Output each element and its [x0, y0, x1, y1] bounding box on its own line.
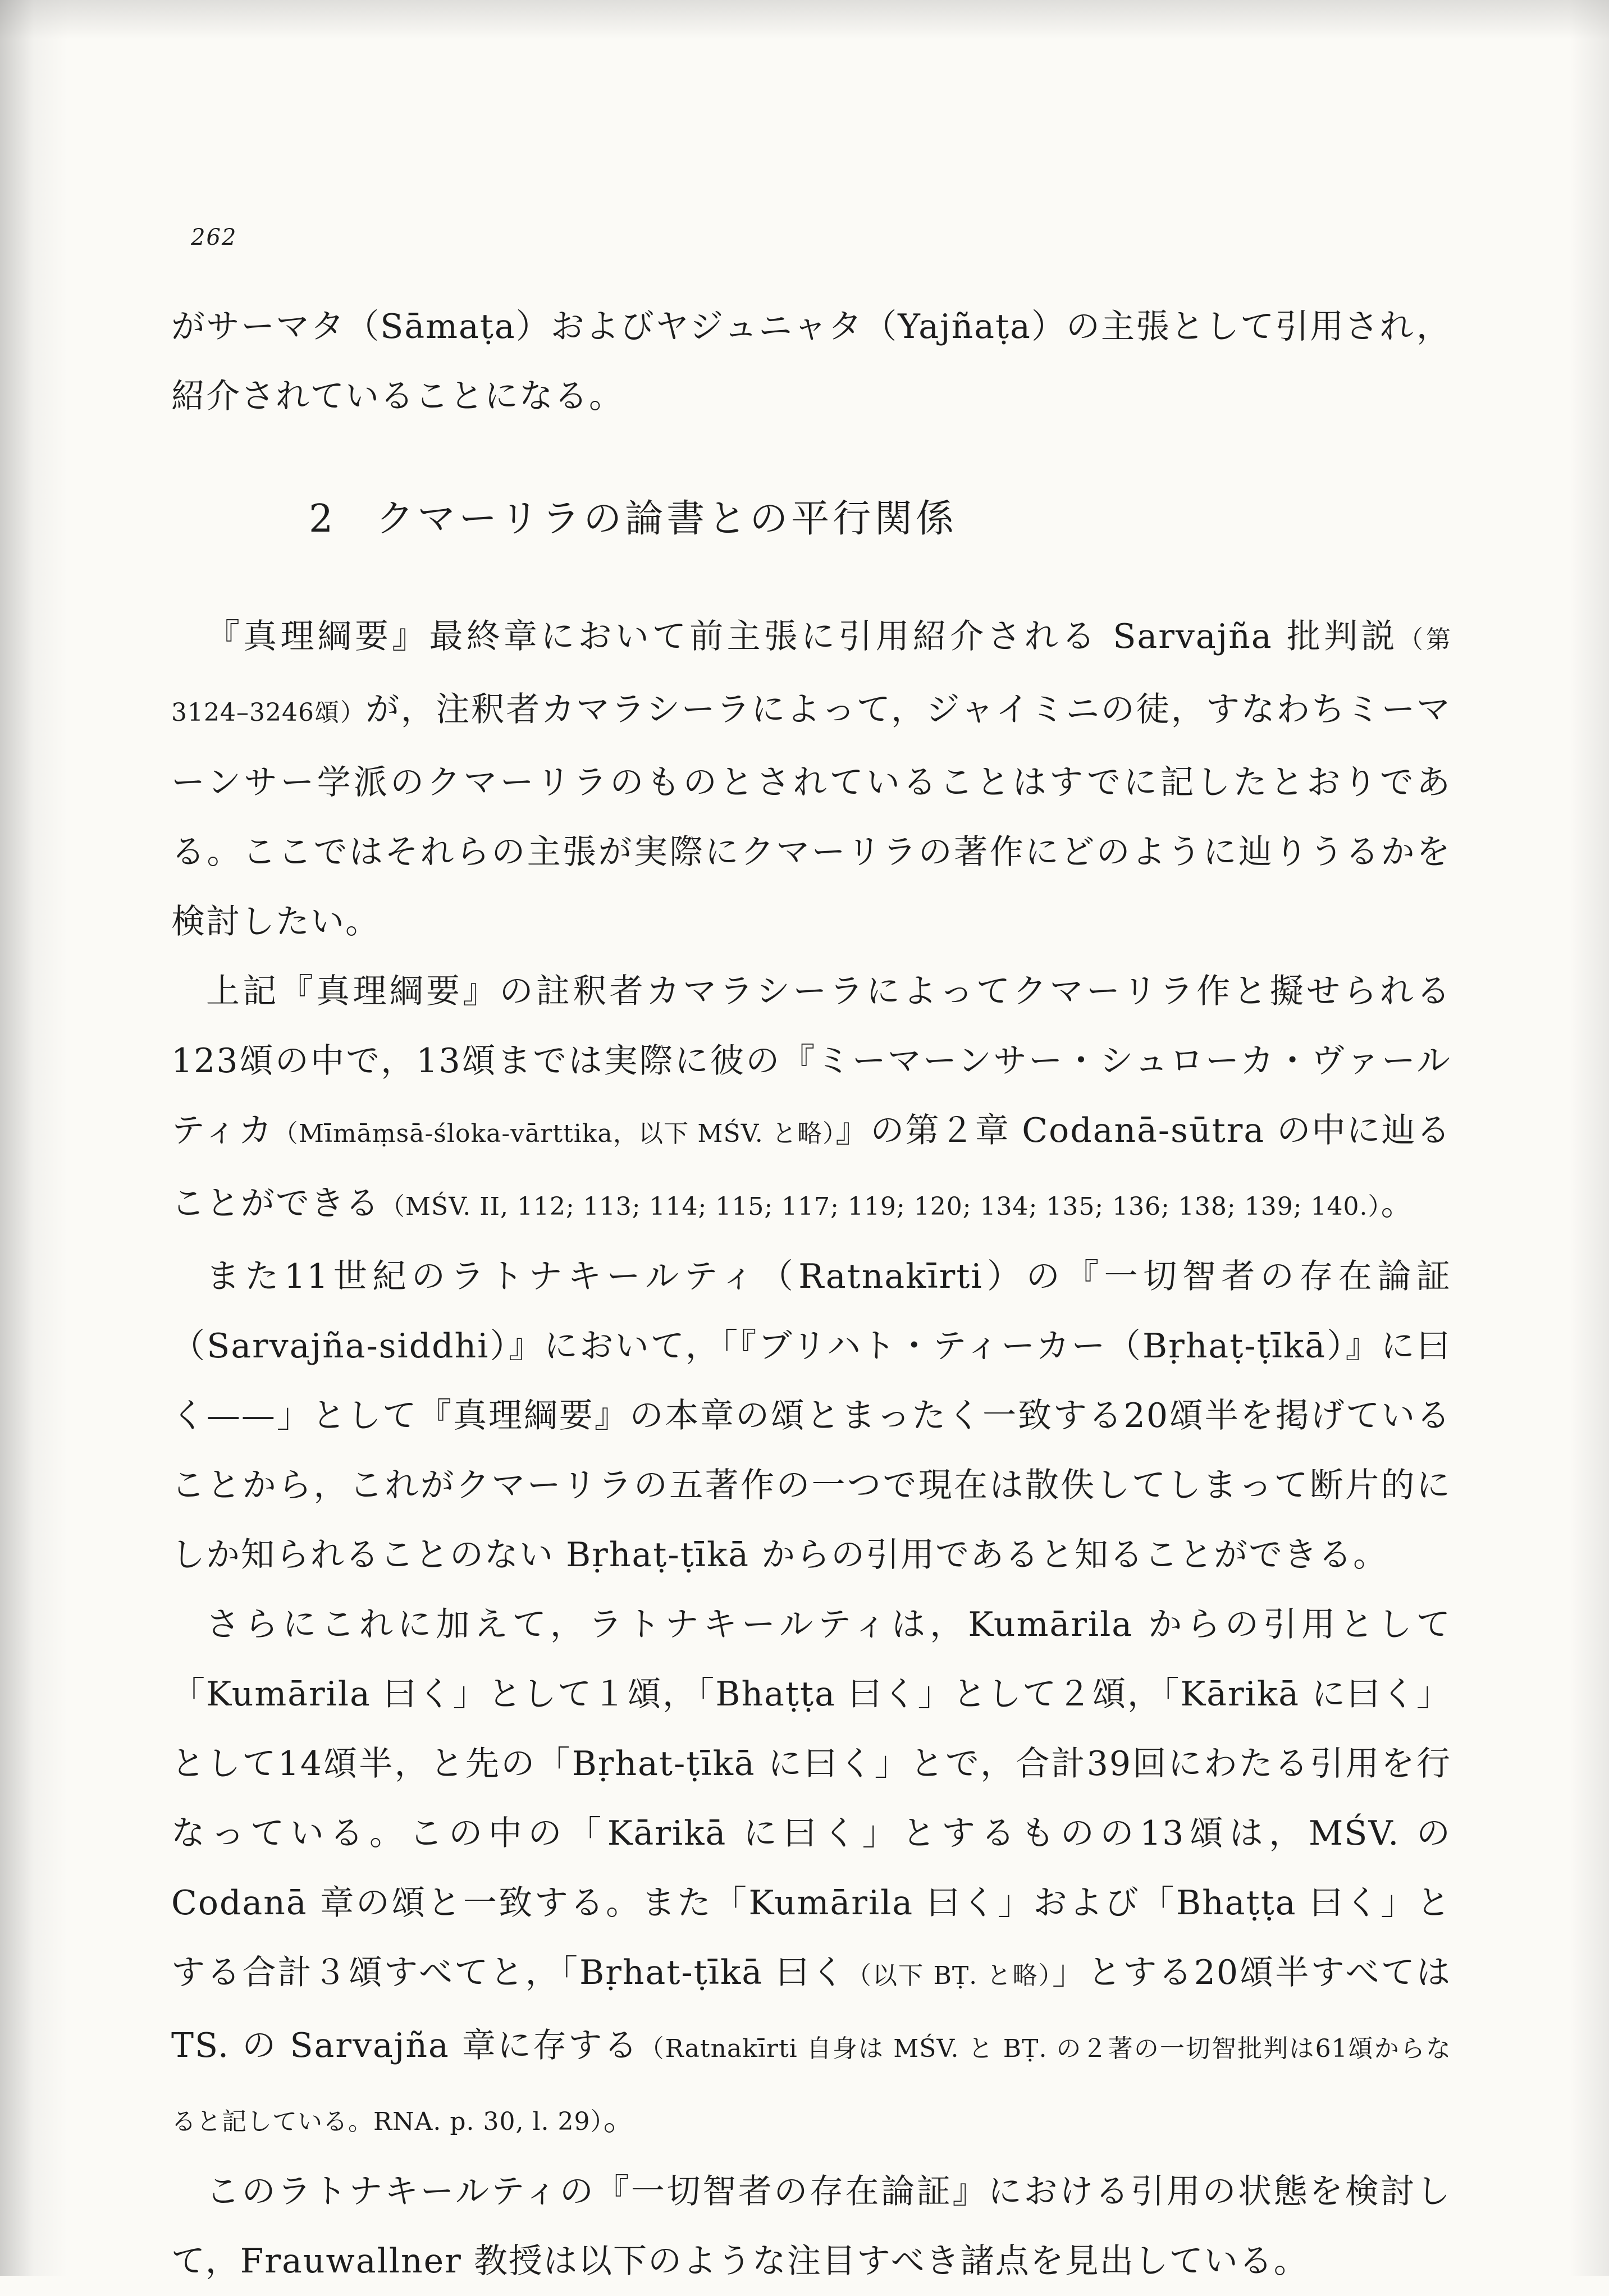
paragraph-3 [171, 957, 1451, 1242]
paragraph-2-note: （第3124–3246頌） [171, 625, 1452, 727]
paragraph-5-note-1: （以下 BṬ. と略） [846, 1961, 1052, 1990]
paragraph-3-rest: 』の第２章 Codanā-sūtra の中に辿ることができる [171, 1111, 1452, 1223]
paragraph-5-main: さらにこれに加えて，ラトナキールティは，Kumārila からの引用として「Kumārila 曰く」として１頌，「Bhaṭṭa 曰く」として２頌，「Kārikā に曰く」として14頌半，と先の「Bṛhat-ṭīkā に曰く」とで，合計39回にわたる引用を行なっている。この中の「Kārikā に曰く」とするものの13頌は，MŚV. の Codanā 章の頌と一致する。また「Kumārila 曰く」および「Bhaṭṭa 曰く」とする合計３頌すべてと，「Bṛhat-ṭīkā 曰く [171, 1605, 1451, 1992]
section-title: クマーリラの論書との平行関係 [376, 497, 958, 541]
section-number: 2 [309, 497, 337, 541]
scan-shadow-top [0, 0, 1609, 39]
paragraph-2-rest: が，注釈者カマラシーラによって，ジャイミニの徒，すなわちミーマーンサー学派のクマーリラのものとされていることはすでに記したとおりである。ここではそれらの主張が実際にクマーリラの著作にどのように辿りうるかを検討したい。 [171, 690, 1451, 941]
paragraph-3-note: （Mīmāṃsā-śloka-vārttika，以下 MŚV. と略） [273, 1119, 836, 1148]
scan-shadow-right [1570, 0, 1609, 2276]
paragraph-2 [171, 602, 1451, 957]
paragraph-3-main: 上記『真理綱要』の註釈者カマラシーラによってクマーリラ作と擬せられる123頌の中で，13頌までは実際に彼の『ミーマーンサー・シュローカ・ヴァールティカ [171, 972, 1451, 1150]
section-heading [171, 484, 1451, 554]
paragraph-continuation: がサーマタ（Sāmaṭa）およびヤジュニャタ（Yajñaṭa）の主張として引用され，紹介されていることになる。 [171, 307, 1451, 416]
paragraph-5-note-2: （Ratnakīrti 自身は MŚV. と BṬ. の２著の一切智批判は61頌からなると記している。RNA. p. 30, l. 29） [171, 2034, 1451, 2136]
paragraph-5 [171, 1590, 1451, 2157]
paragraph-5-end: 。 [603, 2099, 638, 2138]
paragraph-5-mid: 」とする20頌半すべては TS. の Sarvajña 章に存する [171, 1953, 1452, 2065]
paragraph-3-refs: （MŚV. II, 112; 113; 114; 115; 117; 119; 120; 134; 135; 136; 138; 139; 140.） [380, 1192, 1381, 1221]
paragraph-3-end: 。 [1381, 1184, 1416, 1223]
paragraph-2-main: 『真理綱要』最終章において前主張に引用紹介される Sarvajña 批判説 [206, 617, 1398, 656]
paragraph-6: このラトナキールティの『一切智者の存在論証』における引用の状態を検討して，Frauwallner 教授は以下のような注目すべき諸点を見出している。 [171, 2172, 1451, 2281]
scan-shadow-left [0, 0, 67, 2276]
page-body [171, 292, 1451, 2296]
paragraph-4: また11世紀のラトナキールティ（Ratnakīrti）の『一切智者の存在論証（Sarvajña-siddhi）』において，「『ブリハト・ティーカー（Bṛhaṭ-ṭīkā）』に曰く——」として『真理綱要』の本章の頌とまったく一致する20頌半を掲げていることから，これがクマーリラの五著作の一つで現在は散佚してしまって断片的にしか知られることのない Bṛhaṭ-ṭīkā からの引用であると知ることができる。 [171, 1257, 1451, 1575]
page-number: 262 [191, 225, 237, 250]
